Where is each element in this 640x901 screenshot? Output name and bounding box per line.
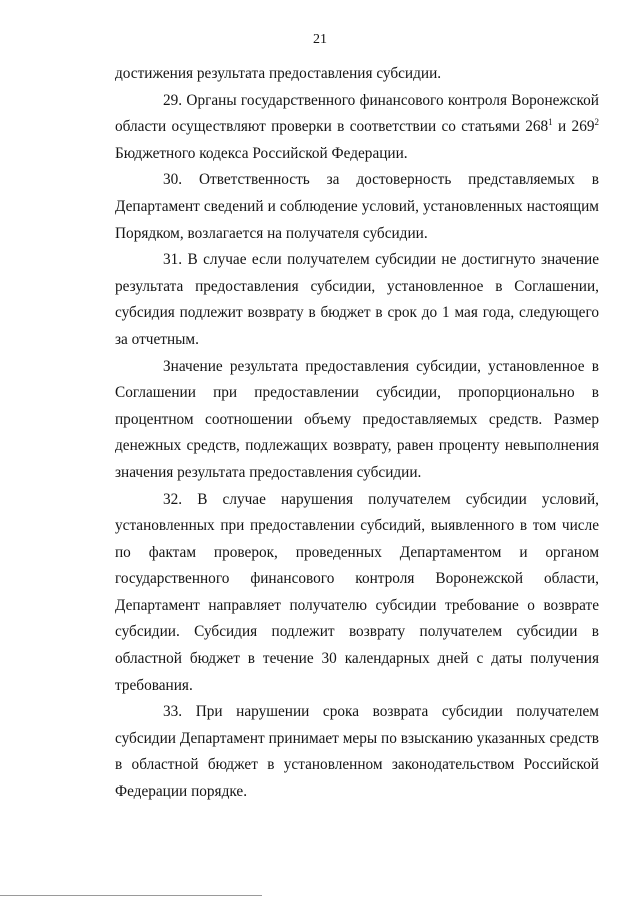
superscript-1: 1 [548,117,553,128]
paragraph-33: 33. При нарушении срока возврата субсидии получателем субсидии Департамент принимает меры по взысканию указанных средств в областной бюджет в установленном законодательством Российской Федерации порядке. [115,703,599,801]
paragraph-31-value: Значение результата предоставления субсидии, установленное в Соглашении при предоставлении субсидии, пропорционально в процентном соотношении объему предоставляемых средств. Размер денежных средств, подлежащих возврату, равен проценту невыполнения значения результата предоставления субсидии. [115,357,599,481]
superscript-2: 2 [594,117,599,128]
paragraph-29-text-a: 29. Органы государственного финансового контроля Воронежской области осуществляют проверки в соответствии со статьями 268 [115,91,599,136]
page-number: 21 [313,32,327,47]
paragraph-30: 30. Ответственность за достоверность представляемых в Департамент сведений и соблюдение условий, установленных настоящим Порядком, возлагается на получателя субсидии. [115,171,599,242]
paragraph-continuation: достижения результата предоставления субсидии. [115,65,442,82]
paragraph-29-text-c: Бюджетного кодекса Российской Федерации. [115,144,408,162]
paragraph-29-text-b: и 269 [552,118,595,136]
document-body [115,61,599,806]
footer-rule [0,895,262,896]
paragraph-29 [115,88,599,168]
paragraph-31: 31. В случае если получателем субсидии не достигнуто значение результата предоставления субсидии, установленное в Соглашении, субсидия подлежит возврату в бюджет в срок до 1 мая года, следующего за отчетным. [115,251,599,348]
paragraph-32: 32. В случае нарушения получателем субсидии условий, установленных при предоставлении субсидий, выявленного в том числе по фактам проверок, проведенных Департаментом и органом государственного финансового контроля Воронежской области, Департамент направляет получателю субсидии требование о возврате субсидии. Субсидия подлежит возврату получателем субсидии в областной бюджет в течение 30 календарных дней с даты получения требования. [115,490,599,694]
